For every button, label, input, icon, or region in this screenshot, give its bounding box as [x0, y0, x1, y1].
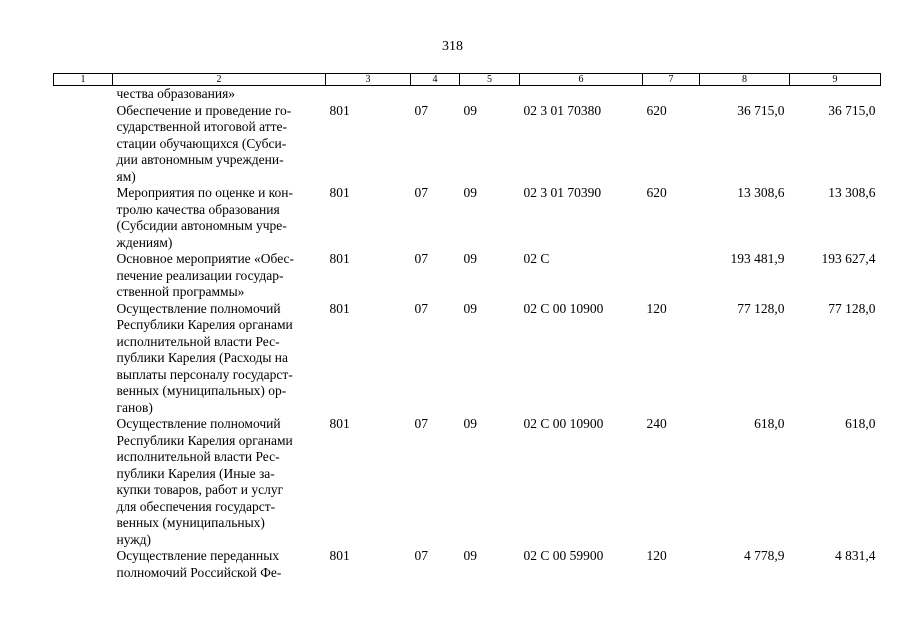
row-name-line: печение реализации государ- — [116, 267, 284, 283]
col-header-4: 4 — [411, 74, 460, 86]
cell-subsection: 09 — [463, 102, 477, 118]
col-header-6: 6 — [520, 74, 643, 86]
cell-section: 07 — [414, 416, 428, 431]
cell-section: 07 — [414, 102, 428, 118]
row-name — [113, 548, 326, 581]
row-name-line: Мероприятия по оценке и кон- — [116, 185, 294, 200]
col-header-3: 3 — [326, 74, 411, 86]
row-name-line: ственной программы» — [116, 284, 245, 299]
row-name — [113, 103, 326, 186]
row-name-line: ганов) — [116, 399, 153, 415]
cell-amount-9: 4 831,4 — [835, 548, 876, 563]
cell-subsection: 09 — [463, 300, 477, 316]
table-row — [54, 416, 881, 548]
table-row — [54, 103, 881, 186]
row-name-line: публики Карелия (Иные за- — [116, 465, 275, 481]
cell-amount-8: 77 128,0 — [737, 300, 785, 316]
col-header-5: 5 — [460, 74, 520, 86]
row-name-line: Осуществление полномочий — [116, 416, 281, 431]
row-name-line: исполнительной власти Рес- — [116, 449, 280, 464]
cell-section: 07 — [414, 185, 428, 200]
cell-expense-type: 240 — [646, 416, 667, 431]
cell-subsection: 09 — [463, 185, 477, 200]
cell-expense-type — [643, 251, 700, 301]
cell-amount-9: 618,0 — [845, 416, 876, 431]
cell-amount-8: 4 778,9 — [744, 548, 785, 563]
budget-table — [53, 73, 881, 581]
row-name-line: венных (муниципальных) ор- — [116, 383, 287, 398]
cell-subsection: 09 — [463, 251, 477, 266]
cell-amount-9: 193 627,4 — [821, 251, 876, 266]
table-row — [54, 301, 881, 417]
row-name-line: ждениям) — [116, 234, 173, 250]
cell-amount-8: 36 715,0 — [737, 102, 785, 118]
row-name-line: публики Карелия (Расходы на — [116, 350, 288, 365]
cell-amount-8: 618,0 — [754, 416, 785, 431]
row-name-line: (Субсидии автономным учре- — [116, 218, 287, 233]
cell-target-article: 02 С 00 59900 — [523, 548, 604, 563]
cell-section: 07 — [414, 251, 428, 266]
row-name-line: выплаты персоналу государст- — [116, 366, 293, 382]
cell-expense-type: 620 — [646, 102, 667, 118]
cell-ministry-code: 801 — [329, 548, 350, 563]
cell-ministry-code: 801 — [329, 251, 350, 266]
row-name — [113, 185, 326, 251]
cell-expense-type: 120 — [646, 548, 667, 563]
col-header-8: 8 — [700, 74, 790, 86]
page-number: 318 — [442, 39, 463, 54]
row-name-line: исполнительной власти Рес- — [116, 333, 280, 349]
cell-section: 07 — [414, 300, 428, 316]
row-name — [113, 416, 326, 548]
row-name-line: для обеспечения государст- — [116, 498, 276, 514]
row-name-line: Осуществление переданных — [116, 548, 280, 563]
row-name-line: дии автономным учреждени- — [116, 152, 284, 167]
row-name-line: купки товаров, работ и услуг — [116, 482, 284, 497]
row-name-line: нужд) — [116, 531, 151, 547]
col-header-7: 7 — [643, 74, 700, 86]
cell-ministry-code: 801 — [329, 102, 350, 118]
cell-target-article: 02 С 00 10900 — [523, 416, 604, 431]
cell-expense-type: 620 — [646, 185, 667, 200]
column-number-header — [54, 74, 881, 86]
row-name-line: Республики Карелия органами — [116, 432, 293, 448]
cell-ministry-code: 801 — [329, 416, 350, 431]
cell-subsection: 09 — [463, 548, 477, 563]
cell-section: 07 — [414, 548, 428, 563]
row-name-line: венных (муниципальных) — [116, 515, 265, 530]
row-name-line: тролю качества образования — [116, 201, 280, 217]
row-name-line: ям) — [116, 168, 136, 184]
row-name-line: Осуществление полномочий — [116, 300, 281, 316]
cell-amount-9: 36 715,0 — [828, 102, 876, 118]
row-name-line: Основное мероприятие «Обес- — [116, 251, 295, 266]
cell-expense-type: 120 — [646, 300, 667, 316]
table-row — [54, 548, 881, 581]
continuation-row — [54, 86, 881, 103]
cell-target-article: 02 С — [523, 251, 550, 266]
cell-amount-8: 193 481,9 — [730, 251, 785, 266]
table-row — [54, 251, 881, 301]
cell-ministry-code: 801 — [329, 300, 350, 316]
cell-target-article: 02 3 01 70380 — [523, 102, 602, 118]
col-header-1: 1 — [54, 74, 113, 86]
row-name-line: Обеспечение и проведение го- — [116, 102, 292, 118]
row-name-line: стации обучающихся (Субси- — [116, 135, 287, 151]
row-name-line: Республики Карелия органами — [116, 317, 293, 332]
cell-amount-9: 77 128,0 — [828, 300, 876, 316]
table-row — [54, 185, 881, 251]
row-name — [113, 301, 326, 417]
cell-amount-8: 13 308,6 — [737, 185, 785, 200]
cell-ministry-code: 801 — [329, 185, 350, 200]
row-name — [113, 251, 326, 301]
cell-amount-9: 13 308,6 — [828, 185, 876, 200]
continuation-text: чества образования» — [116, 86, 236, 101]
row-name-line: полномочий Российской Фе- — [116, 564, 282, 580]
col-header-9: 9 — [790, 74, 881, 86]
cell-target-article: 02 С 00 10900 — [523, 300, 604, 316]
row-name-line: сударственной итоговой атте- — [116, 119, 288, 134]
col-header-2: 2 — [113, 74, 326, 86]
cell-target-article: 02 3 01 70390 — [523, 185, 602, 200]
cell-subsection: 09 — [463, 416, 477, 431]
